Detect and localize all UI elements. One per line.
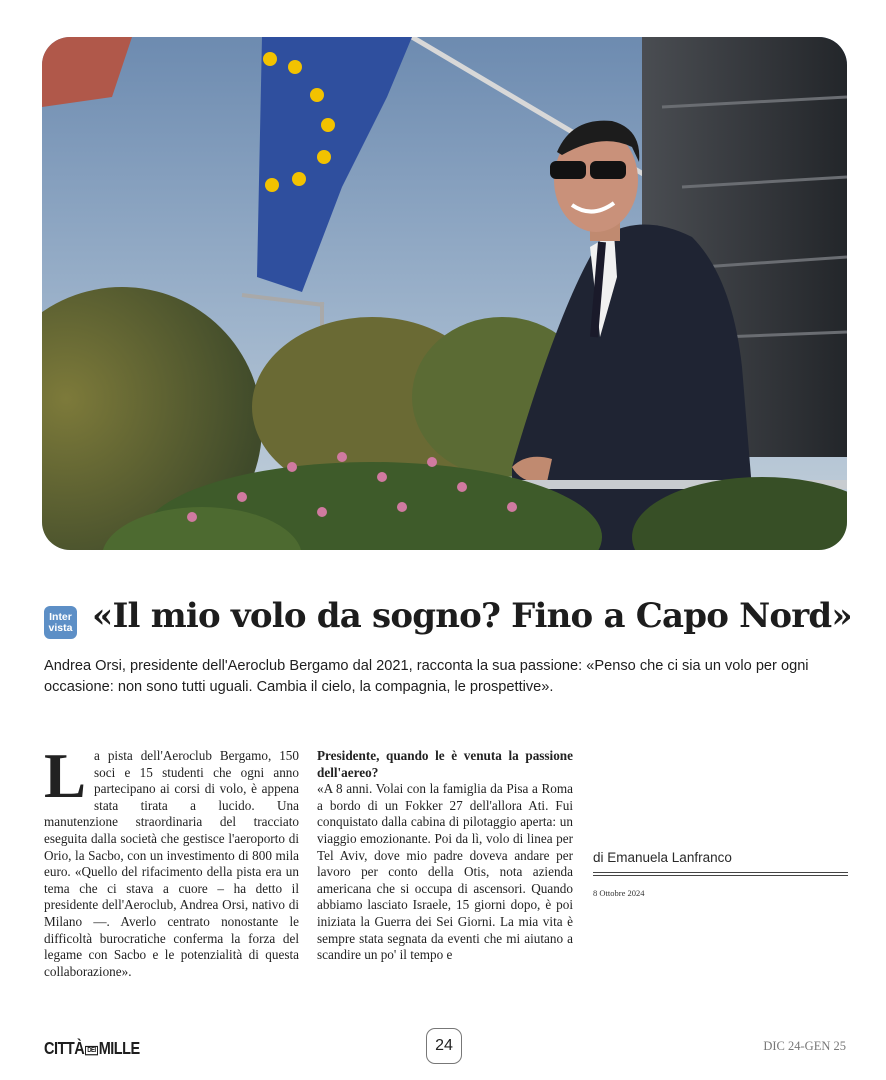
logo-text-right: MILLE <box>98 1040 140 1059</box>
article-standfirst: Andrea Orsi, presidente dell'Aeroclub Bergamo dal 2021, racconta la sua passione: «Penso che ci sia un volo per ogni occasione: non sono tutti uguali. Cambia il cielo, la compagnia, le prospettive». <box>44 658 809 695</box>
byline-rule-2 <box>593 875 848 876</box>
page-number: 24 <box>426 1028 462 1064</box>
column-2-text: «A 8 anni. Volai con la famiglia da Pisa a Roma a bordo di un Fokker 27 dell'allora Ati. Fui conquistato dalla cabina di pilotaggio aperta: un viaggio emozionante. Poi da lì, volo di linea per Tel Aviv, dove mio padre doveva andare per lavoro per conto della Otis, nota azienda americana che si occupa di ascensori. Quando abbiamo lasciato Israele, 15 giorni dopo, è poi iniziata la Guerra dei Sei Giorni. La mia vita è sempre stata segnata da eventi che mi aiutano a scandire un po' il tempo e <box>317 781 573 963</box>
magazine-logo <box>44 1040 140 1059</box>
interview-badge <box>44 606 77 639</box>
article-column-1 <box>44 741 299 980</box>
logo-text-mid: DEI <box>87 1047 96 1055</box>
hero-photo <box>42 37 847 550</box>
logo-text-left: CITTÀ <box>44 1040 85 1059</box>
badge-line-1: Inter <box>49 610 72 623</box>
byline-rule <box>593 872 848 873</box>
article-column-2 <box>317 748 573 964</box>
author-byline: di Emanuela Lanfranco <box>593 850 732 865</box>
interview-question: Presidente, quando le è venuta la passione dell'aereo? <box>317 748 573 780</box>
article-headline: «Il mio volo da sogno? Fino a Capo Nord» <box>92 596 852 636</box>
badge-line-2: vista <box>48 621 73 634</box>
issue-label: DIC 24-GEN 25 <box>763 1039 846 1053</box>
publication-date: 8 Ottobre 2024 <box>593 888 645 898</box>
column-1-text: a pista dell'Aeroclub Bergamo, 150 soci e 15 studenti che ogni anno partecipano ai corsi di volo, è appena stata tirata a lucido. Una manutenzione straordinaria del tracciato eseguita dalla società che gestisce l'aeroporto di Orio, la Sacbo, con un investimento di 800 mila euro. «Quello del rifacimento della pista era un tema che ci stava a cuore – ha detto il presidente dell'Aeroclub, Andrea Orsi, nativo di Milano —. Averlo centrato nonostante le difficoltà burocratiche conferma la forza del legame con Sacbo e le potenzialità di questa collaborazione». <box>44 748 299 979</box>
hero-illustration <box>42 37 847 550</box>
drop-cap: L <box>44 741 87 811</box>
